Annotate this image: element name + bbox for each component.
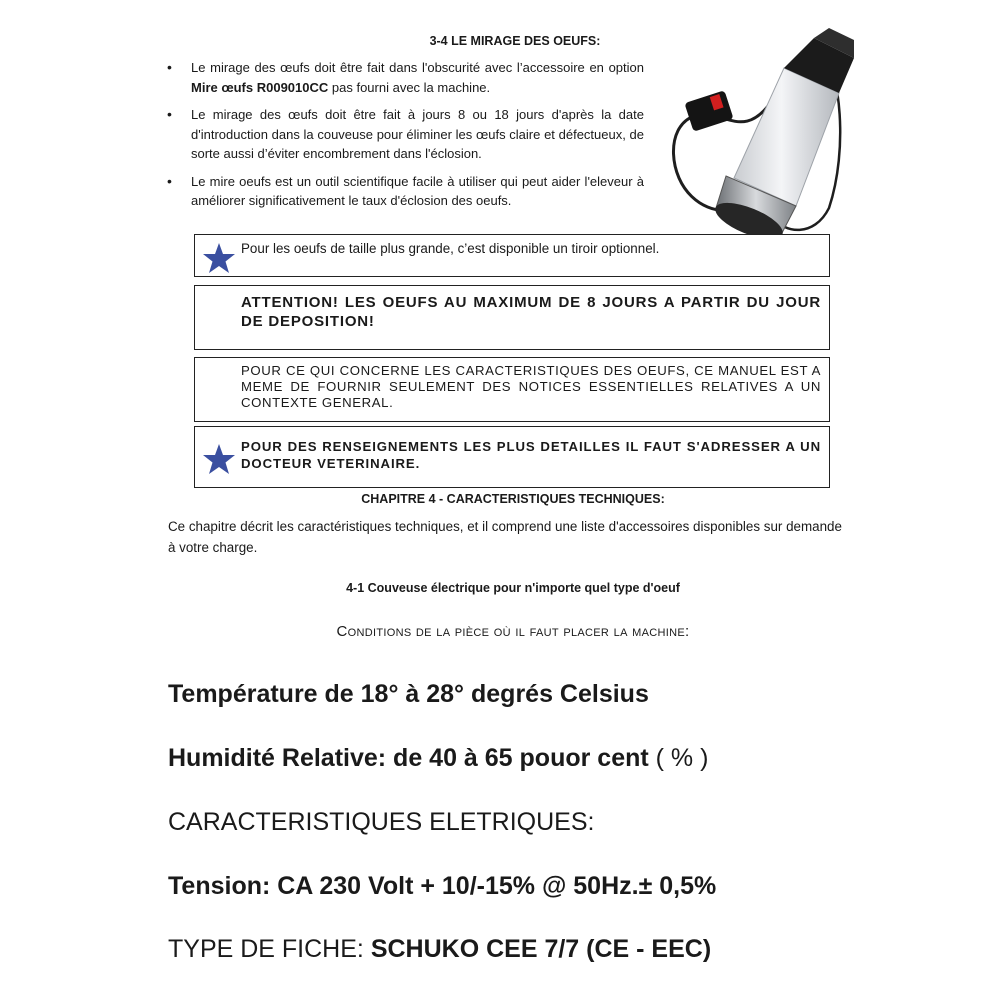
star-icon	[202, 443, 236, 475]
list-item: • Le mirage des œufs doit être fait à jours 8 ou 18 jours d'après la date d'introduction dans la couveuse pour éliminer les œufs claire et défectueux, de sorte aussi d’éviter encombrement dans l'éclosion.	[166, 105, 644, 164]
section-title: 3-4 LE MIRAGE DES OEUFS:	[429, 34, 601, 48]
temperature-spec: Température de 18° à 28° degrés Celsius	[168, 680, 649, 708]
humidity-spec	[168, 742, 708, 774]
notice-box-drawer	[194, 234, 830, 277]
notice-text: Pour les oeufs de taille plus grande, c’est disponible un tiroir optionnel.	[241, 241, 660, 256]
conditions-title: Conditions de la pièce où il faut placer la machine:	[336, 623, 690, 640]
egg-candler-photo	[664, 28, 856, 242]
chapter-intro: Ce chapitre décrit les caractéristiques techniques, et il comprend une liste d'accessoires disponibles sur demande à votre charge.	[168, 519, 842, 555]
plug-type-value: SCHUKO CEE 7/7 (CE - EEC)	[370, 935, 712, 963]
notice-box-veterinarian	[194, 426, 830, 488]
warning-text: ATTENTION! LES OEUFS AU MAXIMUM DE 8 JOURS A PARTIR DU JOUR DE DEPOSITION!	[241, 294, 821, 330]
humidity-value: Humidité Relative: de 40 à 65 pouor cent	[168, 744, 649, 772]
accessory-code: Mire œufs R009010CC	[191, 79, 329, 95]
chapter-title: CHAPITRE 4 - CARACTERISTIQUES TECHNIQUES:	[361, 492, 665, 506]
bullet-text-pre: Le mirage des œufs doit être fait dans l'obscurité avec l’accessoire en option	[191, 60, 644, 75]
plug-type-spec	[168, 933, 711, 965]
star-icon	[202, 242, 236, 274]
electrical-title: CARACTERISTIQUES ELETRIQUES:	[168, 808, 595, 836]
subsection-title: 4-1 Couveuse électrique pour n'importe quel type d'oeuf	[346, 581, 680, 595]
notice-box-warning	[194, 285, 830, 350]
plug-type-label: TYPE DE FICHE:	[168, 935, 371, 963]
voltage-spec: Tension: CA 230 Volt + 10/-15% @ 50Hz.± 0,5%	[168, 872, 717, 900]
list-item: • Le mire oeufs est un outil scientifique facile à utiliser qui peut aider l'eleveur à améliorer significativement le taux d'éclosion des oeufs.	[166, 172, 644, 211]
notice-text: POUR DES RENSEIGNEMENTS LES PLUS DETAILLES IL FAUT S'ADRESSER A UN DOCTEUR VETERINAIRE.	[241, 439, 821, 471]
candling-bullet-list	[166, 58, 644, 219]
bullet-text-post: pas fourni avec la machine.	[328, 79, 491, 95]
notice-text: POUR CE QUI CONCERNE LES CARACTERISTIQUES DES OEUFS, CE MANUEL EST A MEME DE FOURNIR SEULEMENT DES NOTICES ESSENTIELLES RELATIVES A UN CONTEXTE GENERAL.	[241, 363, 821, 410]
notice-box-manual-scope	[194, 357, 830, 422]
humidity-unit: ( % )	[648, 744, 709, 772]
list-item	[166, 58, 644, 97]
